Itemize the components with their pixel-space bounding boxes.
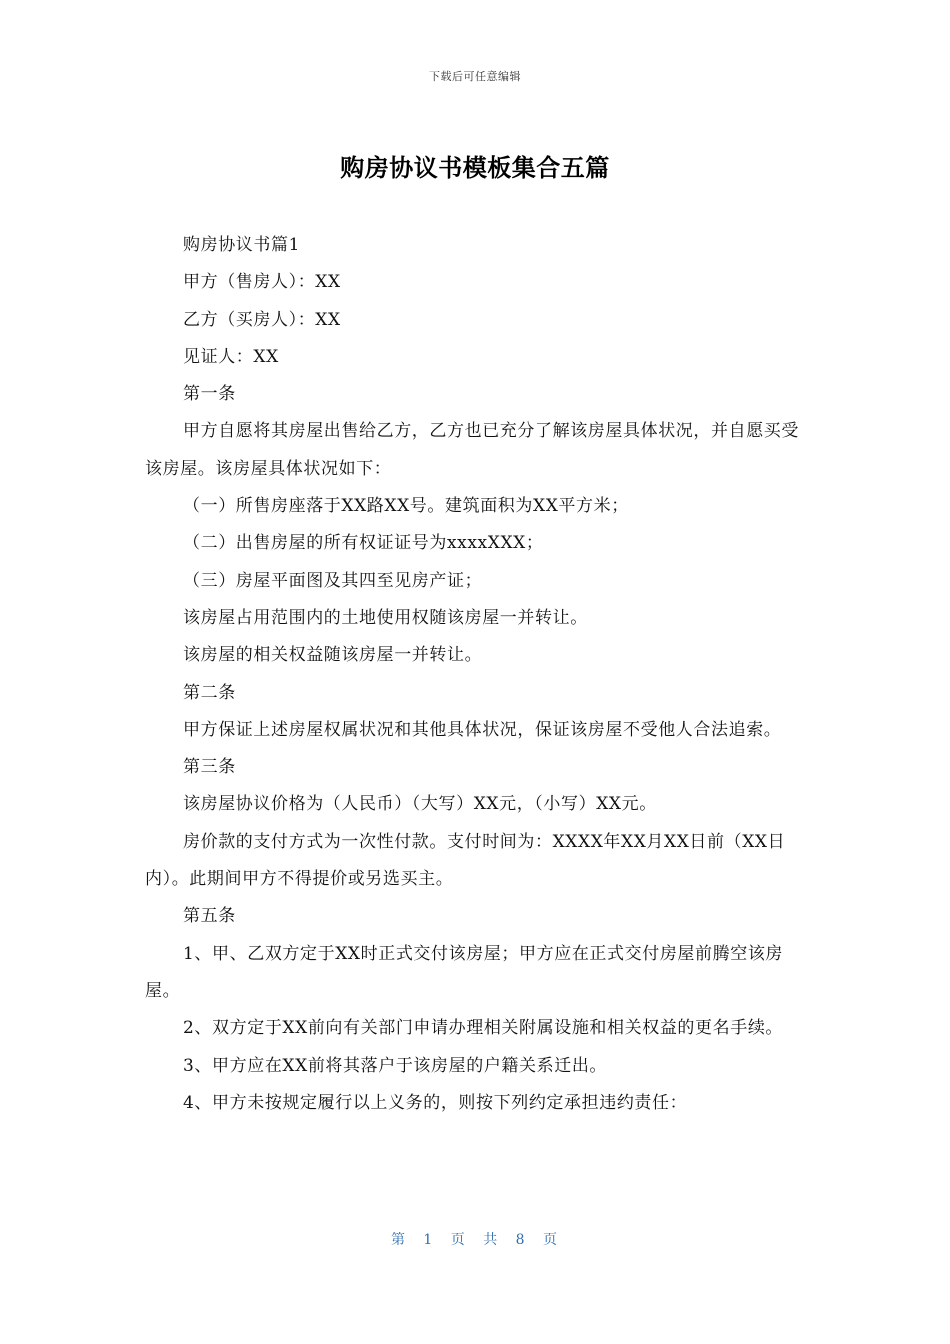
paragraph: 第一条 bbox=[183, 384, 236, 405]
paragraph: 3、甲方应在XX前将其落户于该房屋的户籍关系迁出。 bbox=[183, 1055, 608, 1076]
paragraph: 该房屋协议价格为（人民币）（大写）XX元，（小写）XX元。 bbox=[183, 794, 657, 815]
paragraph: 2、双方定于XX前向有关部门申请办理相关附属设施和相关权益的更名手续。 bbox=[183, 1018, 784, 1039]
paragraph: （三）房屋平面图及其四至见房产证； bbox=[183, 570, 483, 591]
paragraph: 4、甲方未按规定履行以上义务的，则按下列约定承担违约责任： bbox=[183, 1092, 688, 1113]
paragraph: 第二条 bbox=[183, 682, 236, 703]
page-header-note: 下载后可任意编辑 bbox=[429, 70, 521, 83]
paragraph: 第三条 bbox=[183, 757, 236, 778]
paragraph: （一）所售房座落于XX路XX号。建筑面积为XX平方米； bbox=[183, 496, 629, 517]
paragraph: 该房屋的相关权益随该房屋一并转让。 bbox=[183, 645, 483, 666]
paragraph: 该房屋占用范围内的土地使用权随该房屋一并转让。 bbox=[183, 607, 588, 628]
paragraph: 购房协议书篇1 bbox=[183, 235, 301, 255]
paragraph: 乙方（买房人）：XX bbox=[183, 309, 341, 330]
paragraph: 甲方保证上述房屋权属状况和其他具体状况，保证该房屋不受他人合法追索。 bbox=[183, 719, 782, 740]
paragraph: 第五条 bbox=[183, 906, 236, 927]
paragraph: 房价款的支付方式为一次性付款。支付时间为：XXXX年XX月XX日前（XX日内）。此期间甲方不得提价或另选买主。 bbox=[145, 831, 786, 890]
document-title: 购房协议书模板集合五篇 bbox=[340, 154, 610, 182]
document-body bbox=[145, 227, 805, 1122]
paragraph: 甲方（售房人）：XX bbox=[183, 272, 341, 293]
paragraph: 甲方自愿将其房屋出售给乙方，乙方也已充分了解该房屋具体状况，并自愿买受该房屋。该房屋具体状况如下： bbox=[145, 421, 799, 479]
paragraph: （二）出售房屋的所有权证证号为xxxxXXX； bbox=[183, 533, 544, 554]
paragraph: 1、甲、乙双方定于XX时正式交付该房屋；甲方应在正式交付房屋前腾空该房屋。 bbox=[145, 943, 784, 1001]
paragraph: 见证人：XX bbox=[183, 346, 279, 367]
page-number: 第 1 页 共 8 页 bbox=[390, 1232, 560, 1248]
